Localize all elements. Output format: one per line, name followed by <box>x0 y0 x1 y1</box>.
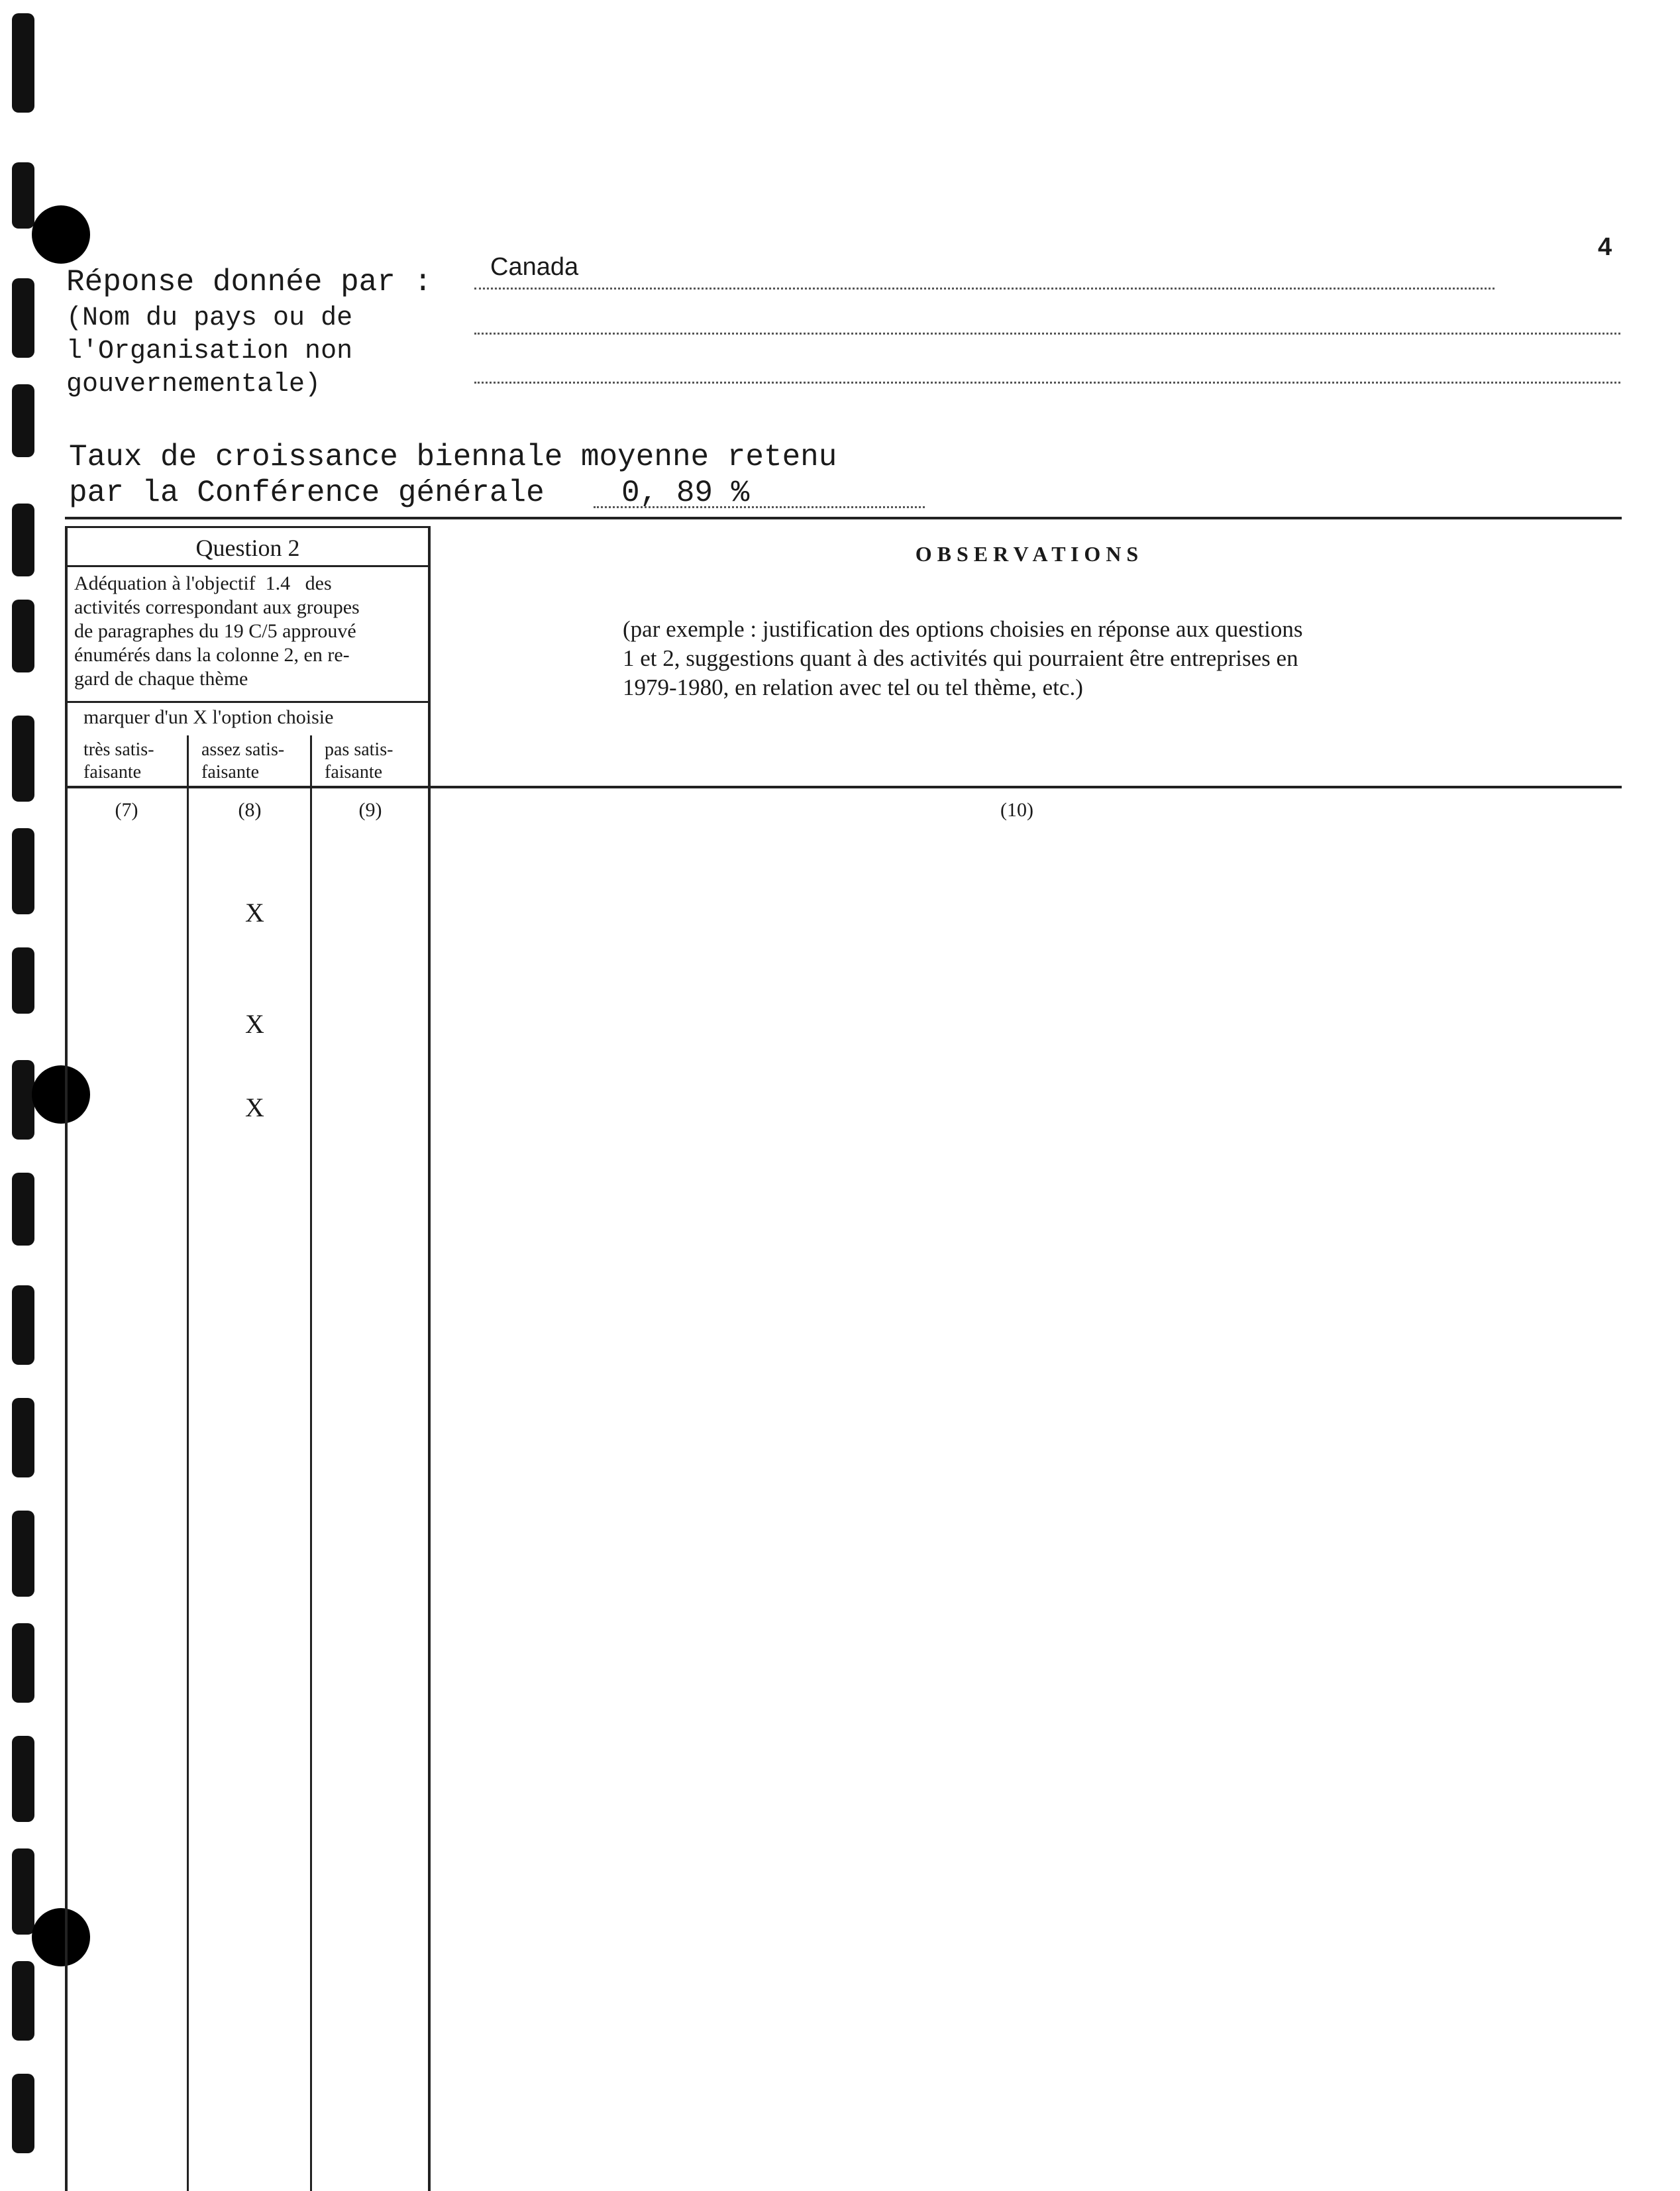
response-label: Réponse donnée par : <box>66 265 433 299</box>
observations-hint-line-3: 1979-1980, en relation avec tel ou tel thème, etc.) <box>623 674 1083 700</box>
column-number-7: (7) <box>115 799 138 821</box>
observations-hint-line-1: (par exemple : justification des options choisies en réponse aux questions <box>623 616 1303 642</box>
option-fairly-satisfactory-line-2: faisante <box>201 762 260 782</box>
page-number: 4 <box>1598 233 1612 261</box>
name-hint-line-3: gouvernementale) <box>66 370 321 400</box>
growth-rate-line-1: Taux de croissance biennale moyenne retenu <box>69 440 837 474</box>
observations-title: O B S E R V A T I O N S <box>915 542 1139 566</box>
mark-instruction: marquer d'un X l'option choisie <box>83 706 334 728</box>
growth-rate-label: par la Conférence générale <box>69 476 545 510</box>
option-fairly-satisfactory-line-1: assez satis- <box>201 739 285 760</box>
observations-hint-line-2: 1 et 2, suggestions quant à des activités qui pourraient être entreprises en <box>623 645 1298 671</box>
column-number-10: (10) <box>1000 799 1033 821</box>
name-hint-line-2: l'Organisation non <box>66 337 353 366</box>
option-very-satisfactory-line-1: très satis- <box>83 739 154 760</box>
question-title: Question 2 <box>195 535 300 561</box>
mark-x-row-1[interactable]: X <box>245 898 264 928</box>
column-number-9: (9) <box>358 799 382 821</box>
response-line-1 <box>474 288 1495 290</box>
name-hint-line-1: (Nom du pays ou de <box>66 303 353 333</box>
mark-x-row-3[interactable]: X <box>245 1093 264 1122</box>
punch-hole-bottom <box>32 1908 90 1966</box>
question-text-line-4: énumérés dans la colonne 2, en re- <box>74 644 350 666</box>
punch-hole-middle <box>32 1065 90 1124</box>
question-text-line-5: gard de chaque thème <box>74 668 248 690</box>
punch-hole-top <box>32 205 90 264</box>
growth-rate-value[interactable]: 0, 89 % <box>621 476 750 510</box>
option-very-satisfactory-line-2: faisante <box>83 762 142 782</box>
question-text-line-3: de paragraphes du 19 C/5 approuvé <box>74 620 356 642</box>
question-text-line-2: activités correspondant aux groupes <box>74 596 360 618</box>
response-value[interactable]: Canada <box>490 253 579 281</box>
question-text-line-1: Adéquation à l'objectif 1.4 des <box>74 572 332 594</box>
response-line-3 <box>474 382 1620 384</box>
column-number-8: (8) <box>238 799 262 821</box>
option-not-satisfactory-line-1: pas satis- <box>325 739 394 760</box>
option-not-satisfactory-line-2: faisante <box>325 762 383 782</box>
growth-rate-dotline <box>594 506 925 508</box>
response-line-2 <box>474 333 1620 335</box>
mark-x-row-2[interactable]: X <box>245 1009 264 1039</box>
